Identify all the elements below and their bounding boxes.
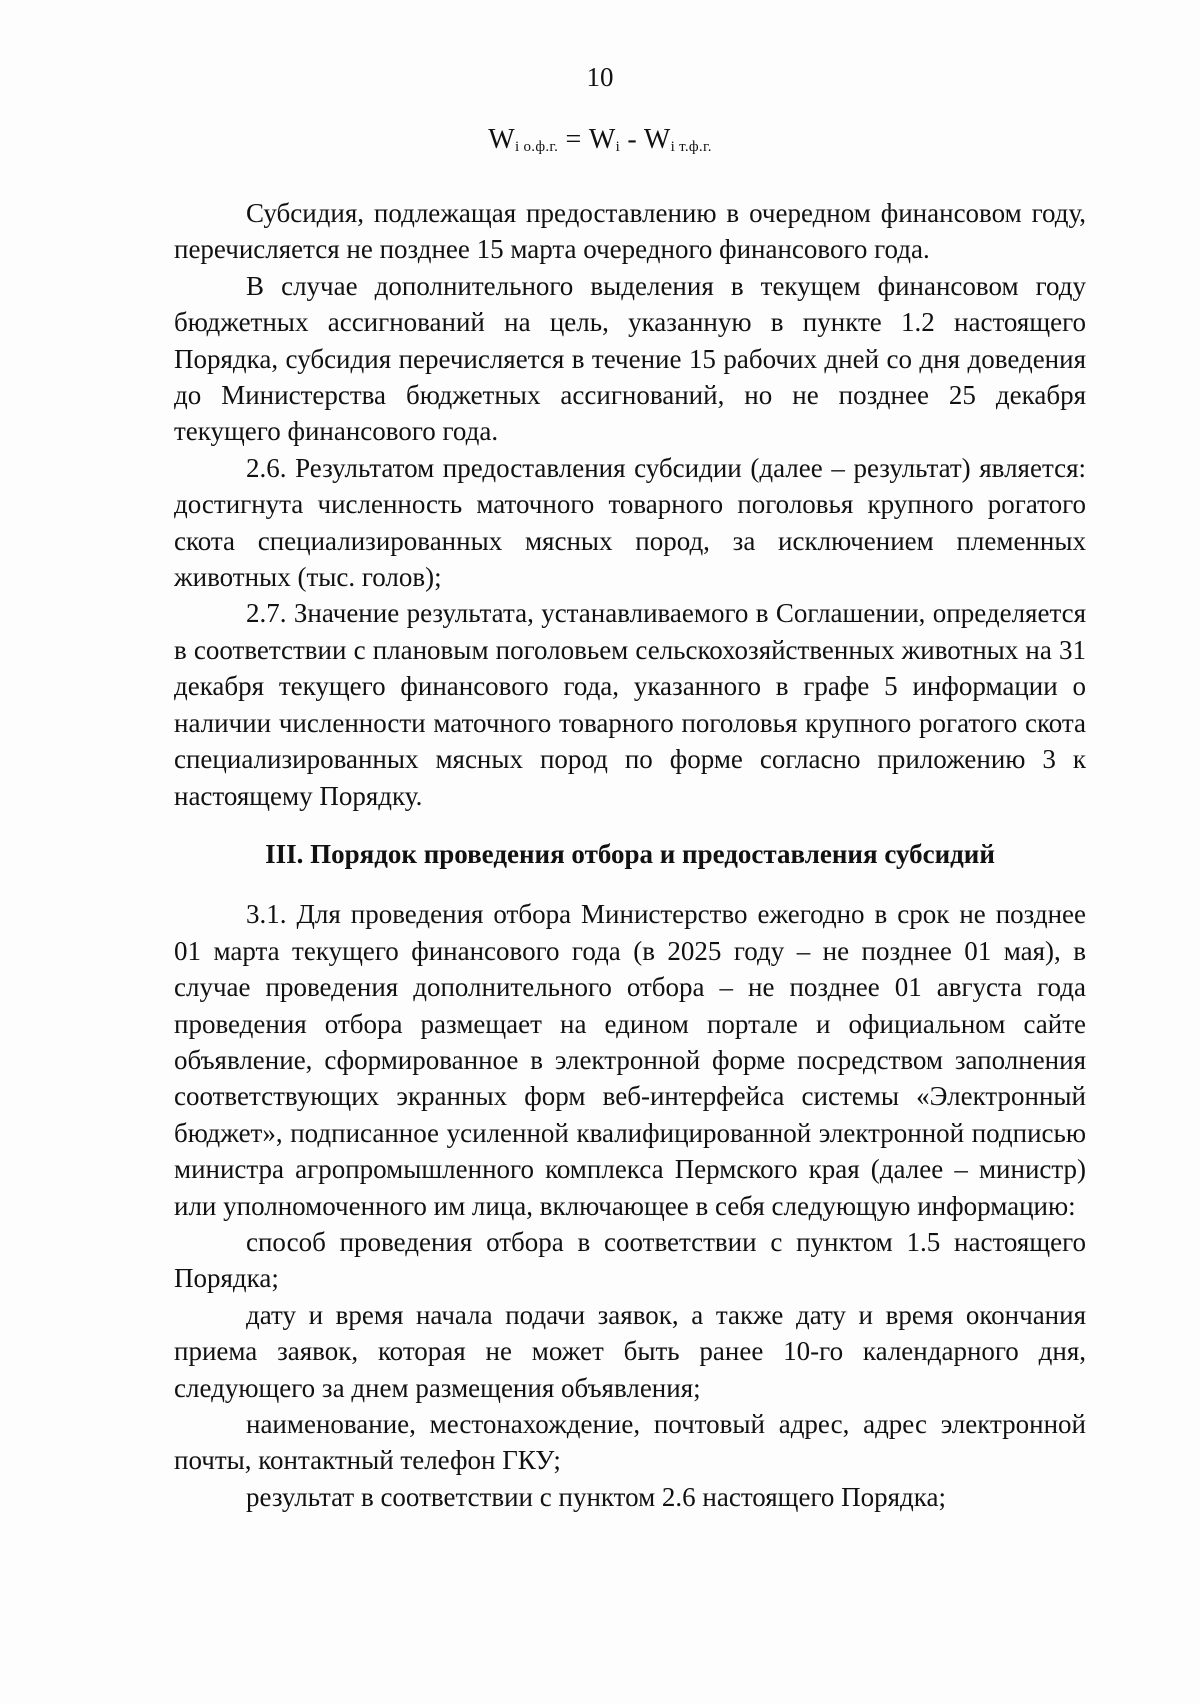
list-item-selection-method: способ проведения отбора в соответствии с пунктом 1.5 настоящего Порядка; [174,1226,1086,1294]
list-item-application-dates: дату и время начала подачи заявок, а также дату и время окончания приема заявок, которая не может быть ранее 10-го календарного дня, следующего за днем размещения объявления; [174,1299,1086,1403]
page-number: 10 [586,62,614,92]
formula-equals: = [558,124,589,155]
formula-rhs-1: $W_i$ [588,124,621,155]
paragraph-2-7: 2.7. Значение результата, устанавливаемого в Соглашении, определяется в соответствии с плановым поголовьем сельскохозяйственных животных на 31 декабря текущего финансового года, указанного в графе 5 информации о наличии численности маточного товарного поголовья крупного рогатого скота специализированных мясных пород по форме согласно приложению 3 к настоящему Порядку. [174,598,1086,811]
paragraph-3-1: 3.1. Для проведения отбора Министерство ежегодно в срок не позднее 01 марта текущего финансового года (в 2025 году – не позднее 01 мая), в случае проведения дополнительного отбора – не позднее 01 августа года проведения отбора размещает на едином портале и официальном сайте объявление, сформированное в электронной форме посредством заполнения соответствующих экранных форм веб-интерфейса системы «Электронный бюджет», подписанное усиленной квалифицированной электронной подписью министра агропромышленного комплекса Пермского края (далее – министр) или уполномоченного им лица, включающее в себя следующую информацию: [174,899,1086,1221]
document-body [174,195,1086,1515]
formula-rhs-2: $W_{i т.ф.г.}$ [643,124,712,155]
paragraph-subsidy-next-year: Субсидия, подлежащая предоставлению в очередном финансовом году, перечисляется не позднее 15 марта очередного финансового года. [174,198,1086,265]
formula-minus: - [620,124,644,155]
formula-lhs: $W_{i о.ф.г.}$ [488,124,559,155]
list-item-result: результат в соответствии с пунктом 2.6 настоящего Порядка; [246,1481,946,1512]
list-item-gku-contacts: наименование, местонахождение, почтовый адрес, адрес электронной почты, контактный телефон ГКУ; [174,1409,1086,1476]
section-heading: III. Порядок проведения отбора и предоставления субсидий [265,838,995,869]
paragraph-2-6: 2.6. Результатом предоставления субсидии (далее – результат) является: достигнута численность маточного товарного поголовья крупного рогатого скота специализированных мясных пород, за исключением племенных животных (тыс. голов); [174,452,1086,593]
formula [0,124,1200,156]
paragraph-additional-allocation: В случае дополнительного выделения в текущем финансовом году бюджетных ассигнований на цель, указанную в пункте 1.2 настоящего Порядка, субсидия перечисляется в течение 15 рабочих дней со дня доведения до Министерства бюджетных ассигнований, но не позднее 25 декабря текущего финансового года. [174,270,1086,447]
